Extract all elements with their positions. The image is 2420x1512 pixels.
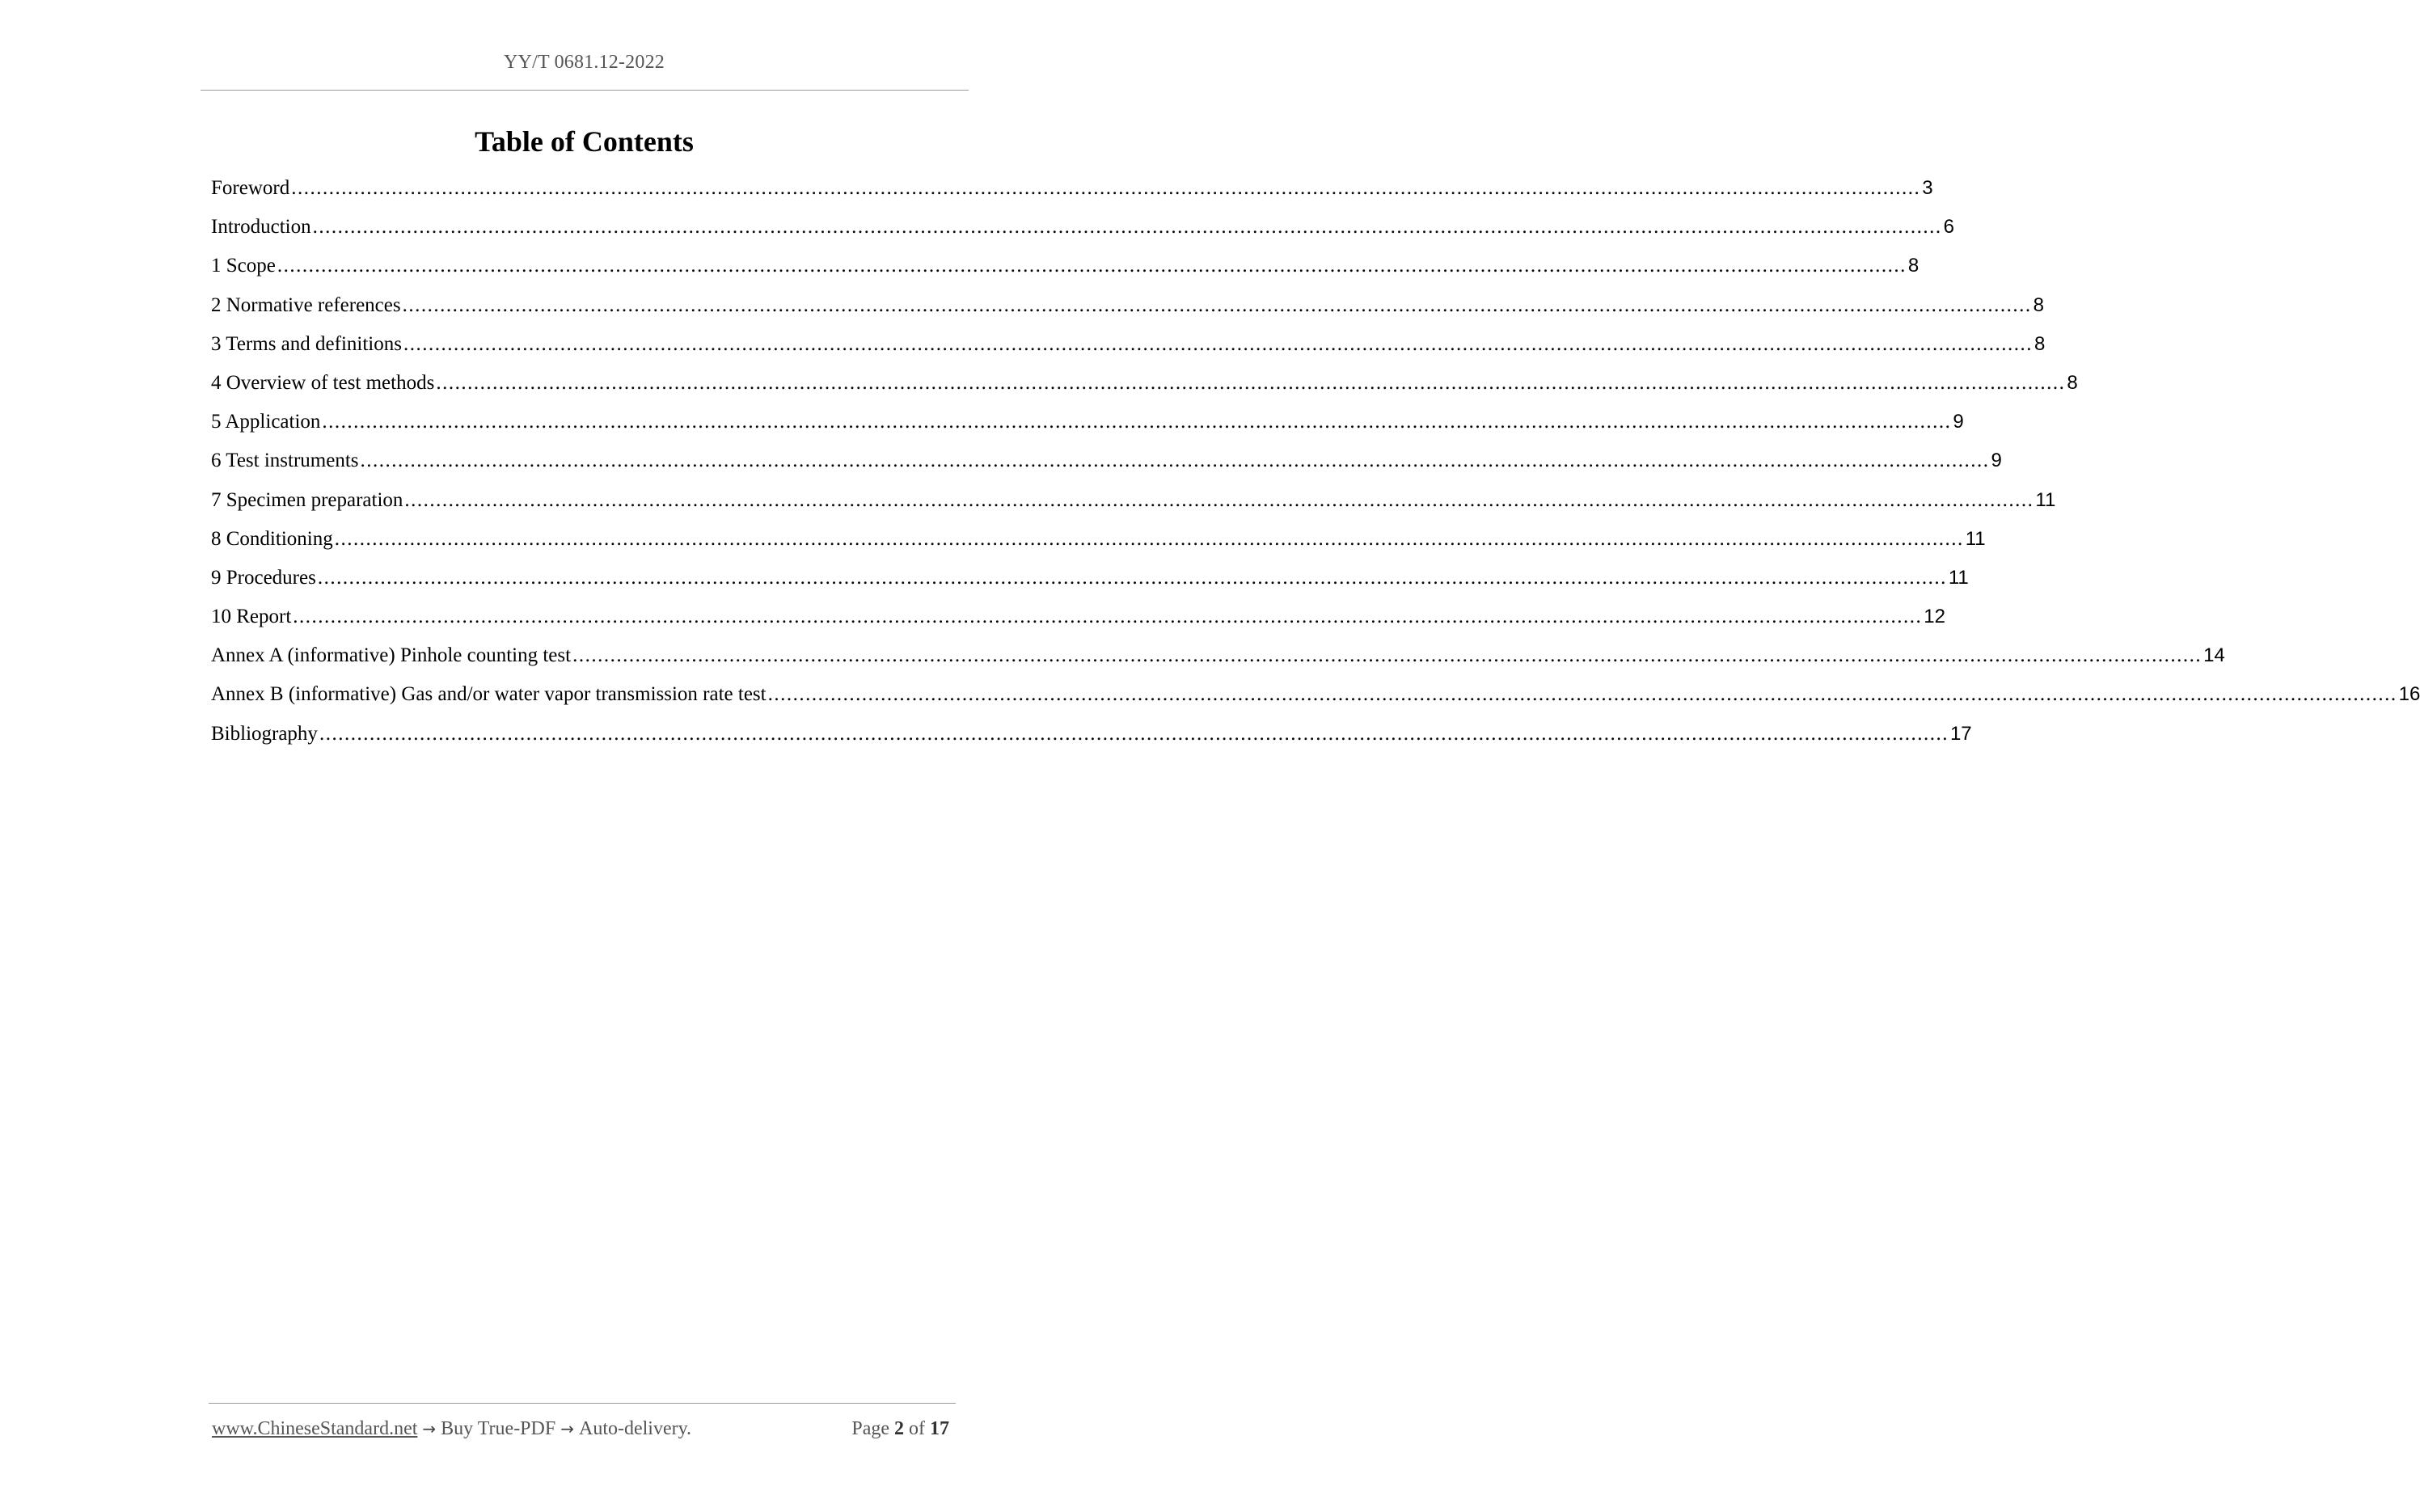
toc-entry-specimen-preparation[interactable] [211,488,2056,528]
toc-entry-label: 2 Normative references [211,294,401,316]
toc-entry-normative-references[interactable] [211,294,2044,333]
toc-entry-label: Bibliography [211,722,318,745]
toc-leader-dots: .................................................................................................................................................................................................................................................................... [404,488,2034,511]
toc-entry-page: 11 [1948,566,1969,589]
toc-entry-bibliography[interactable] [211,722,1972,762]
toc-entry-label: Annex B (informative) Gas and/or water vapor transmission rate test [211,683,767,706]
page-footer [212,1418,954,1440]
page-title: Table of Contents [475,125,694,158]
toc-entry-label: 5 Application [211,411,321,433]
toc-entry-label: Annex A (informative) Pinhole counting test [211,644,572,667]
toc-entry-annex-b[interactable] [211,683,2420,722]
toc-entry-page: 6 [1943,216,1954,239]
toc-entry-label: Foreword [211,177,290,199]
page-word: Page [851,1418,889,1439]
toc-entry-test-instruments[interactable] [211,450,2002,488]
toc-entry-label: 9 Procedures [211,566,316,589]
toc-entry-page: 16 [2398,683,2420,706]
running-header: YY/T 0681.12-2022 [504,52,665,73]
toc-entry-label: 1 Scope [211,255,276,277]
toc-entry-page: 11 [2035,488,2056,511]
toc-entry-page: 11 [1965,527,1986,550]
arrow-right-icon: → [560,1419,574,1438]
toc-entry-report[interactable] [211,606,1945,644]
toc-leader-dots: .................................................................................................................................................................................................................................................................... [360,450,1990,472]
site-link[interactable]: www.ChineseStandard.net [212,1418,418,1439]
toc-leader-dots: .................................................................................................................................................................................................................................................................... [312,216,1942,239]
toc-leader-dots: .................................................................................................................................................................................................................................................................... [334,527,1964,550]
toc-leader-dots: .................................................................................................................................................................................................................................................................... [277,255,1907,277]
toc-entry-label: 7 Specimen preparation [211,488,403,511]
toc-leader-dots: .................................................................................................................................................................................................................................................................... [322,411,1952,433]
toc-entry-page: 9 [1991,450,2002,472]
toc-entry-label: 3 Terms and definitions [211,332,402,355]
buy-true-pdf-text: Buy True-PDF [441,1418,556,1439]
toc-entry-label: 8 Conditioning [211,527,333,550]
toc-entry-label: 6 Test instruments [211,450,359,472]
toc-list [211,177,2420,762]
toc-entry-annex-a[interactable] [211,644,2225,683]
toc-leader-dots: .................................................................................................................................................................................................................................................................... [767,683,2397,706]
toc-entry-page: 12 [1924,606,1945,628]
toc-entry-page: 8 [2034,332,2046,355]
toc-entry-conditioning[interactable] [211,527,1986,567]
toc-leader-dots: .................................................................................................................................................................................................................................................................... [572,644,2202,667]
toc-leader-dots: .................................................................................................................................................................................................................................................................... [317,566,1947,589]
arrow-right-icon: → [422,1419,437,1438]
toc-entry-label: 10 Report [211,606,292,628]
toc-entry-procedures[interactable] [211,566,1969,606]
toc-entry-label: 4 Overview of test methods [211,371,435,394]
toc-entry-introduction[interactable] [211,216,1954,255]
footer-divider [209,1403,956,1404]
current-page-number: 2 [894,1418,904,1439]
toc-entry-page: 14 [2203,644,2225,667]
toc-entry-scope[interactable] [211,255,1920,294]
toc-entry-page: 17 [1949,722,1972,745]
toc-leader-dots: .................................................................................................................................................................................................................................................................... [291,177,1921,199]
toc-entry-terms-and-definitions[interactable] [211,332,2046,372]
toc-leader-dots: .................................................................................................................................................................................................................................................................... [293,606,1923,628]
auto-delivery-text: Auto-delivery. [578,1418,692,1439]
toc-entry-page: 8 [1907,255,1920,277]
toc-leader-dots: .................................................................................................................................................................................................................................................................... [319,722,1949,745]
toc-entry-page: 8 [2033,294,2044,316]
toc-entry-application[interactable] [211,411,1964,450]
toc-entry-label: Introduction [211,216,311,239]
toc-entry-page: 9 [1953,411,1964,433]
toc-leader-dots: .................................................................................................................................................................................................................................................................... [436,371,2066,394]
toc-leader-dots: .................................................................................................................................................................................................................................................................... [402,294,2032,316]
header-divider [201,90,969,91]
footer-promo [212,1418,691,1440]
total-pages-number: 17 [930,1418,949,1439]
toc-leader-dots: .................................................................................................................................................................................................................................................................... [403,332,2033,355]
toc-entry-page: 8 [2067,371,2078,394]
of-word: of [909,1418,925,1439]
page-indicator [851,1418,954,1440]
toc-entry-foreword[interactable] [211,177,1933,216]
toc-entry-overview-of-test-methods[interactable] [211,371,2078,411]
toc-entry-page: 3 [1922,177,1933,199]
